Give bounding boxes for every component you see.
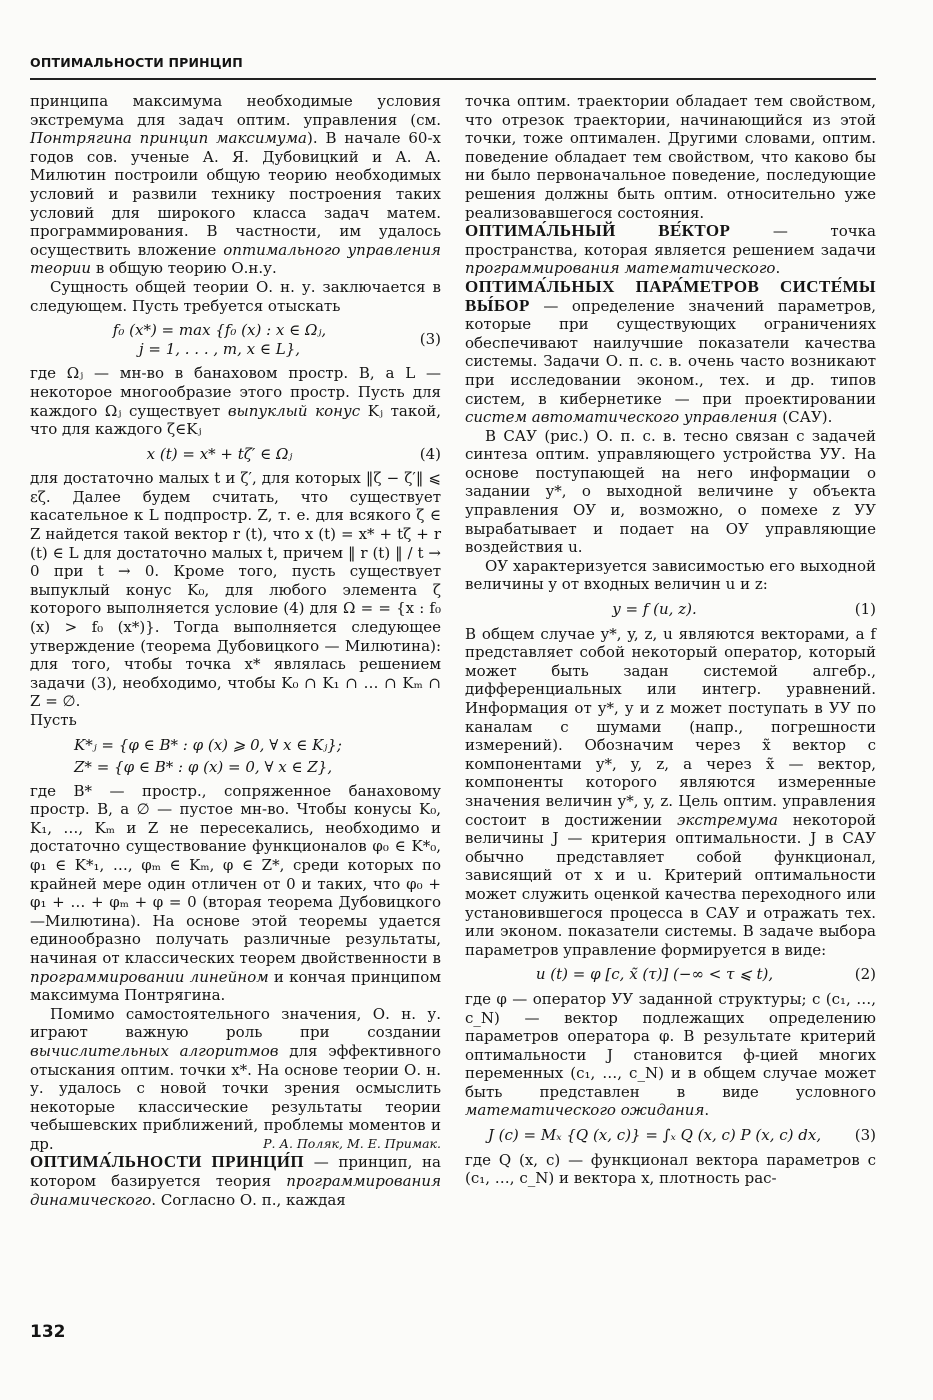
cross-reference[interactable]: программирования динамического [30, 1172, 441, 1209]
paragraph: где Q (x, c) — функционал вектора параметров c (c₁, …, c_N) и вектора x, плотность рас- [465, 1150, 876, 1188]
headword: ОПТИМА́ЛЬНОСТИ ПРИНЦИ́П [30, 1152, 305, 1172]
paragraph: В общем случае y*, y, z, u являются векторами, а f представляет собой некоторый оператор, который может быть задан системой алгебр., дифференциальных или интегр. уравнений. Информация от y*, y и z может поступать в УУ по каналам с шумами (напр., погрешности измерений). Обозначим через x̃ вектор с компонентами y*, y, z, а через x̃ — вектор, компоненты которого являются измеренные значения величин y*, y, z. Цель оптим. управления состоит в достижении экстремума некоторой величины J — критерия оптимальности. J в САУ обычно представляет собой функционал, зависящий от x и u. Критерий оптимальности может служить оценкой качества переходного или установившегося процесса в САУ и отражать тех. или эконом. показатели системы. В задаче выбора параметров управление формируется в виде: [465, 624, 876, 959]
cross-reference[interactable]: программировании линейном [30, 967, 269, 986]
cross-reference[interactable]: программирования математического [465, 259, 776, 278]
cross-reference[interactable]: выпуклый конус [227, 401, 361, 420]
entry: ОПТИМА́ЛЬНЫХ ПАРА́МЕТРОВ СИСТЕ́МЫ ВЫ́БОР — определение значений параметров, которые при существующих ограничениях обеспечивают наилучшие показатели качества системы. Задачи О. п. с. в. очень часто возникают при исследовании эконом., тех. и др. типов систем, в кибернетике — при проектировании систем автоматического управления (САУ). [465, 276, 876, 427]
paragraph: Сущность общей теории О. н. у. заключается в следующем. Пусть требуется отыскать [30, 277, 441, 315]
paragraph: для достаточно малых t и ζ′, для которых ‖ζ − ζ′‖ ⩽ εζ. Далее будем считать, что существует касательное к L подпростр. Z, т. е. для всякого ζ ∈ Z найдется такой вектор r (t), что x (t) = x* + tζ + r (t) ∈ L для достаточно малых t, причем ‖ r (t) ‖ / t → 0 при t → 0. Кроме того, пусть существует выпуклый конус K₀, для любого элемента ζ которого выполняется условие (4) для Ω = = {x : f₀ (x) > f₀ (x*)}. Тогда выполняется следующее утверждение (теорема Дубовицкого — Милютина): для того, чтобы точка x* являлась решением задачи (3), необходимо, чтобы K₀ ∩ K₁ ∩ … ∩ Kₘ ∩ Z = ∅. [30, 469, 441, 711]
equation-1: y = f (u, z). (1) [612, 600, 876, 619]
running-header: ОПТИМАЛЬНОСТИ ПРИНЦИП [30, 55, 243, 70]
entry: ОПТИМА́ЛЬНОСТИ ПРИНЦИ́П — принцип, на котором базируется теория программирования динамического. Согласно О. п., каждая [30, 1152, 441, 1209]
right-column [465, 92, 876, 1188]
paragraph: где B* — простр., сопряженное банаховому простр. B, а ∅ — пустое мн-во. Чтобы конусы K₀, K₁, …, Kₘ и Z не пересекались, необходимо и достаточно существование функционалов φ₀ ∈ K*₀, φ₁ ∈ K*₁, …, φₘ ∈ Kₘ, φ ∈ Z*, среди которых по крайней мере один отличен от 0 и таких, что φ₀ + φ₁ + … + φₘ + φ = 0 (вторая теорема Дубовицкого—Милютина). На основе этой теоремы удается единообразно получать различные результаты, начиная от классических теорем двойственности в программировании линейном и кончая принципом максимума Понтрягина. [30, 781, 441, 1005]
equation-3-right: J (c) = Mₓ {Q (x, c)} = ∫ₓ Q (x, c) P (x, c) dx, (3) [487, 1126, 876, 1145]
equation-number: (1) [854, 600, 876, 619]
entry: ОПТИМА́ЛЬНЫЙ ВЕ́КТОР — точка пространства, которая является решением задачи программирования математического. [465, 221, 876, 278]
cross-reference[interactable]: Понтрягина принцип максимума [30, 129, 308, 148]
left-column [30, 92, 441, 1209]
cross-reference[interactable]: вычислительных алгоритмов [30, 1041, 279, 1060]
cross-reference[interactable]: систем автоматического управления [465, 408, 778, 427]
author-signature: Р. А. Поляк, М. Е. Примак. [263, 1135, 441, 1151]
cross-reference[interactable]: математического ожидания [465, 1101, 705, 1120]
cone-definitions: K*ⱼ = {φ ∈ B* : φ (x) ⩾ 0, ∀ x ∈ Kⱼ}; Z* = {φ ∈ B* : φ (x) = 0, ∀ x ∈ Z}, [74, 735, 342, 776]
paragraph: Помимо самостоятельного значения, О. н. у. играют важную роль при создании вычислительных алгоритмов для эффективного отыскания оптим. точки x*. На основе теории О. н. у. удалось с новой точки зрения осмыслить некоторые классические результаты теории чебышевских приближений, проблемы моментов и др. Р. А. Поляк, М. Е. Примак. [30, 1004, 441, 1153]
cross-reference[interactable]: экстремума [676, 810, 778, 829]
equation-number: (2) [854, 965, 876, 984]
paragraph: В САУ (рис.) О. п. с. в. тесно связан с задачей синтеза оптим. управляющего устройства УУ. На основе поступающей на него информации о задании y*, о выходной величине y объекта управления ОУ и, возможно, о помехе z УУ вырабатывает и подает на ОУ управляющие воздействия u. [465, 426, 876, 557]
header-rule [30, 78, 876, 80]
paragraph: где φ — оператор УУ заданной структуры; c (c₁, …, c_N) — вектор подлежащих определению параметров оператора φ. В результате критерий оптимальности J становится ф-цией многих переменных (c₁, …, c_N) и в общем случае может быть представлен в виде условного математического ожидания. [465, 989, 876, 1120]
equation-4: x (t) = x* + tζ′ ∈ Ωⱼ (4) [146, 444, 441, 463]
cross-reference[interactable]: оптимального управления теории [30, 240, 441, 278]
equation-3: f₀ (x*) = max {f₀ (x) : x ∈ Ωⱼ, j = 1, . . . , m, x ∈ L}, (3) [112, 321, 441, 358]
paragraph: Пусть [30, 711, 77, 729]
headword: ОПТИМА́ЛЬНЫЙ ВЕ́КТОР [465, 221, 731, 241]
headword: ОПТИМА́ЛЬНЫХ ПАРА́МЕТРОВ СИСТЕ́МЫ ВЫ́БОР [465, 276, 876, 315]
page-number: 132 [30, 1322, 66, 1342]
equation-number: (3) [419, 330, 441, 349]
paragraph: принципа максимума необходимые условия экстремума для задач оптим. управления (см. Понтрягина принцип максимума). В начале 60-х годов сов. ученые А. Я. Дубовицкий и А. А. Милютин построили общую теорию необходимых условий и развили технику построения таких условий для широкого класса задач матем. программирования. В частности, им удалось осуществить вложение оптимального управления теории в общую теорию О.н.у. [30, 92, 441, 278]
equation-number: (3) [854, 1126, 876, 1145]
paragraph: где Ωⱼ — мн-во в банаховом простр. B, а L — некоторое многообразие этого простр. Пусть для каждого Ωⱼ существует выпуклый конус Kⱼ такой, что для каждого ζ∈Kⱼ [30, 364, 441, 439]
paragraph: точка оптим. траектории обладает тем свойством, что отрезок траектории, начинающийся из этой точки, тоже оптимален. Другими словами, оптим. поведение обладает тем свойством, что каково бы ни было первоначальное поведение, последующие решения должны быть оптим. относительно уже реализовавшегося состояния. [465, 92, 876, 222]
equation-number: (4) [419, 444, 441, 463]
paragraph: ОУ характеризуется зависимостью его выходной величины y от входных величин u и z: [465, 556, 876, 594]
equation-2: u (t) = φ [c, x̃ (τ)] (−∞ < τ ⩽ t), (2) [535, 965, 876, 984]
